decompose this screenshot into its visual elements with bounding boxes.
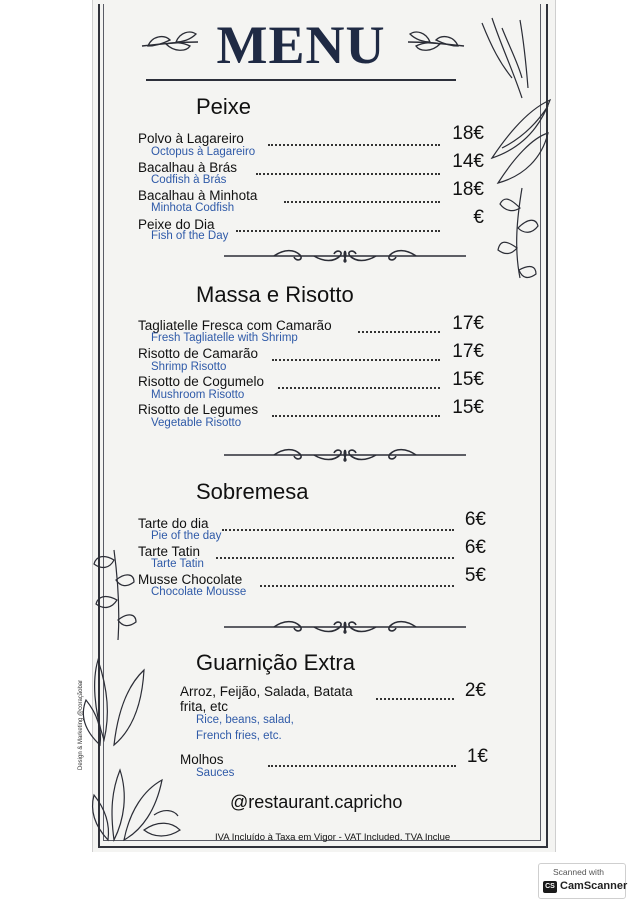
menu-item-name: Bacalhau à Minhota	[138, 188, 258, 203]
menu-item-price: 2€	[464, 680, 486, 701]
menu-item-name: Musse Chocolate	[138, 572, 243, 587]
page-title: MENU	[216, 15, 386, 75]
menu-item-name: Risotto de Cogumelo	[138, 374, 265, 389]
leader-dots	[358, 317, 440, 333]
menu-item-name: Risotto de Legumes	[138, 402, 259, 417]
leader-dots	[278, 373, 440, 389]
menu-item-translation: Shrimp Risotto	[151, 361, 227, 373]
leader-dots	[222, 515, 454, 531]
menu-item-price: 17€	[452, 313, 484, 334]
ornamental-divider	[224, 620, 466, 634]
menu-item-translation: Mushroom Risotto	[151, 389, 245, 401]
design-credit: Design & Marketing @coraçãobar	[78, 679, 84, 770]
menu-item-price: 6€	[464, 537, 486, 558]
leader-dots	[260, 571, 454, 587]
menu-item-translation: Fresh Tagliatelle with Shrimp	[151, 332, 298, 344]
leader-dots	[216, 543, 454, 559]
section-title-guarnicao-extra: Guarnição Extra	[196, 650, 355, 675]
menu-item-name: Polvo à Lagareiro	[138, 131, 244, 146]
menu-item-translation-continued: French fries, etc.	[196, 730, 282, 742]
ornamental-divider	[224, 448, 466, 462]
menu-item-name: Arroz, Feijão, Salada, Batata	[180, 684, 353, 699]
menu-item-name: Bacalhau à Brás	[138, 160, 238, 175]
menu-item-name: Tarte Tatin	[138, 544, 201, 559]
menu-item-price: 17€	[452, 341, 484, 362]
menu-item-name: Peixe do Dia	[138, 217, 215, 232]
menu-item-name-continued: frita, etc	[180, 699, 229, 714]
leader-dots	[284, 187, 440, 203]
leader-dots	[268, 751, 456, 767]
menu-item-price: €	[473, 207, 484, 228]
camscanner-logo-icon: CS	[543, 881, 557, 893]
ornamental-divider	[224, 249, 466, 263]
menu-item-name: Molhos	[180, 752, 224, 767]
scanner-badge	[538, 863, 626, 899]
menu-item-translation: Fish of the Day	[151, 230, 229, 242]
menu-item-translation: Tarte Tatin	[151, 558, 204, 570]
menu-item-price: 18€	[452, 179, 484, 200]
menu-item-translation: Codfish à Brás	[151, 174, 227, 186]
section-title-peixe: Peixe	[196, 94, 252, 119]
menu-item-price: 1€	[466, 746, 488, 767]
leader-dots	[272, 401, 440, 417]
leader-dots	[268, 130, 440, 146]
menu-item-name: Risotto de Camarão	[138, 346, 259, 361]
leader-dots	[236, 216, 440, 232]
menu-item-name: Tagliatelle Fresca com Camarão	[138, 318, 332, 333]
menu-item-translation: Chocolate Mousse	[151, 586, 247, 598]
menu-item-translation: Sauces	[196, 767, 235, 779]
section-title-sobremesa: Sobremesa	[196, 479, 309, 504]
menu-item-translation: Vegetable Risotto	[151, 417, 242, 429]
menu-item-translation: Octopus à Lagareiro	[151, 146, 256, 158]
menu-item-price: 14€	[452, 151, 484, 172]
menu-item-name: Tarte do dia	[138, 516, 209, 531]
title-right-leaf-icon	[406, 30, 466, 56]
title-underline	[146, 79, 456, 81]
menu-item-price: 15€	[452, 397, 484, 418]
scanner-caption: Scanned with	[553, 867, 605, 877]
instagram-handle: @restaurant.capricho	[230, 792, 403, 812]
leader-dots	[272, 345, 440, 361]
menu-item-translation: Minhota Codfish	[151, 202, 235, 214]
section-title-massa-e-risotto: Massa e Risotto	[196, 282, 354, 307]
menu-item-translation: Pie of the day	[151, 530, 222, 542]
menu-item-price: 18€	[452, 123, 484, 144]
vat-footer-note: IVA Incluído à Taxa em Vigor - VAT Included. TVA Inclue	[215, 832, 451, 843]
scanner-brand: CamScanner	[560, 880, 628, 892]
menu-item-price: 5€	[464, 565, 486, 586]
menu-item-price: 6€	[464, 509, 486, 530]
menu-item-price: 15€	[452, 369, 484, 390]
title-left-leaf-icon	[140, 30, 200, 56]
leader-dots	[256, 159, 440, 175]
menu-item-translation: Rice, beans, salad,	[196, 714, 294, 726]
